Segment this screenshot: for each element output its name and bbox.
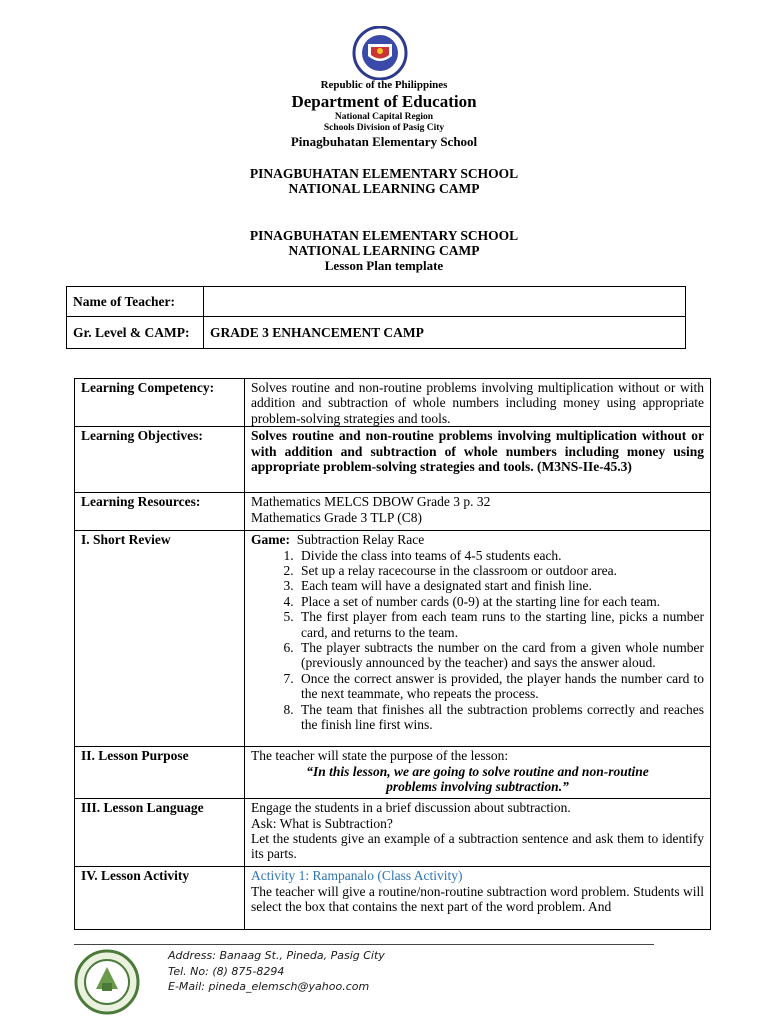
purpose-label: II. Lesson Purpose (75, 747, 245, 799)
language-line-1: Engage the students in a brief discussion about subtraction. (251, 800, 571, 816)
language-cell (245, 799, 711, 867)
school-name: Pinagbuhatan Elementary School (290, 134, 478, 149)
game-label: Game: (251, 532, 290, 548)
list-item: 2. Set up a relay racecourse in the classroom or outdoor area. (297, 563, 704, 578)
activity-text: The teacher will give a routine/non-routine subtraction word problem. Students will select the box that contains the next part of the word problem. And (251, 883, 704, 915)
region-name: National Capital Region (334, 112, 434, 122)
title-block2-line2: NATIONAL LEARNING CAMP (288, 243, 480, 258)
teacher-value (204, 287, 686, 317)
purpose-cell (245, 747, 711, 799)
list-item: 1. Divide the class into teams of 4-5 students each. (297, 548, 704, 563)
deped-seal-icon (338, 26, 422, 80)
footer-tel: Tel. No: (8) 875-8294 (168, 965, 285, 978)
game-heading (251, 532, 704, 547)
title-block1-line2: NATIONAL LEARNING CAMP (288, 181, 480, 196)
competency-text: Solves routine and non-routine problems involving multiplication without or with addition and subtraction of whole numbers including money using appropriate problem-solving strategies and tools. (245, 379, 711, 427)
competency-label: Learning Competency: (75, 379, 245, 427)
review-label: I. Short Review (75, 531, 245, 747)
title-block2-line3: Lesson Plan template (324, 258, 444, 273)
division-name: Schools Division of Pasig City (323, 123, 445, 133)
review-steps-list (251, 548, 704, 733)
language-label: III. Lesson Language (75, 799, 245, 867)
resources-cell (245, 493, 711, 531)
activity-title: Activity 1: Rampanalo (Class Activity) (251, 868, 463, 884)
list-item: 4. Place a set of number cards (0-9) at the starting line for each team. (297, 594, 704, 609)
teacher-label: Name of Teacher: (67, 287, 204, 317)
footer-divider (74, 944, 654, 945)
game-name: Subtraction Relay Race (296, 532, 425, 548)
objectives-label: Learning Objectives: (75, 427, 245, 493)
list-item: 8. The team that finishes all the subtraction problems correctly and reaches the finish line first wins. (297, 702, 704, 733)
resource-line-2: Mathematics Grade 3 TLP (C8) (251, 509, 422, 525)
list-item: 6. The player subtracts the number on the card from a given whole number (previously announced by the teacher) and says the answer aloud. (297, 640, 704, 671)
language-line-3: Let the students give an example of a subtraction sentence and ask them to identify its parts. (251, 831, 704, 862)
resources-label: Learning Resources: (75, 493, 245, 531)
purpose-intro: The teacher will state the purpose of the lesson: (251, 748, 509, 764)
activity-cell (245, 867, 711, 930)
review-cell (245, 531, 711, 747)
country-name: Republic of the Philippines (320, 79, 448, 91)
lesson-plan-table (74, 378, 711, 930)
footer-email: E-Mail: pineda_elemsch@yahoo.com (168, 980, 370, 993)
grade-value: GRADE 3 ENHANCEMENT CAMP (204, 317, 686, 349)
school-logo-icon (74, 949, 140, 1015)
title-block1-line1: PINAGBUHATAN ELEMENTARY SCHOOL (249, 166, 519, 181)
activity-label: IV. Lesson Activity (75, 867, 245, 930)
title-block2-line1: PINAGBUHATAN ELEMENTARY SCHOOL (249, 228, 519, 243)
purpose-quote: “In this lesson, we are going to solve routine and non-routine problems involving subtraction.” (306, 763, 649, 795)
objectives-text: Solves routine and non-routine problems involving multiplication without or with addition and subtraction of whole numbers including money using appropriate problem-solving strategies and tools. (M3NS-IIe-45.3) (245, 427, 711, 493)
list-item: 3. Each team will have a designated start and finish line. (297, 578, 704, 593)
list-item: 7. Once the correct answer is provided, the player hands the number card to the next teammate, who repeats the process. (297, 671, 704, 702)
list-item: 5. The first player from each team runs to the starting line, picks a number card, and returns to the team. (297, 609, 704, 640)
language-line-2: Ask: What is Subtraction? (251, 815, 393, 831)
grade-label: Gr. Level & CAMP: (67, 317, 204, 349)
department-name: Department of Education (291, 92, 477, 111)
teacher-info-table (66, 286, 686, 349)
footer-address: Address: Banaag St., Pineda, Pasig City (168, 949, 385, 962)
resource-line-1: Mathematics MELCS DBOW Grade 3 p. 32 (251, 494, 491, 510)
